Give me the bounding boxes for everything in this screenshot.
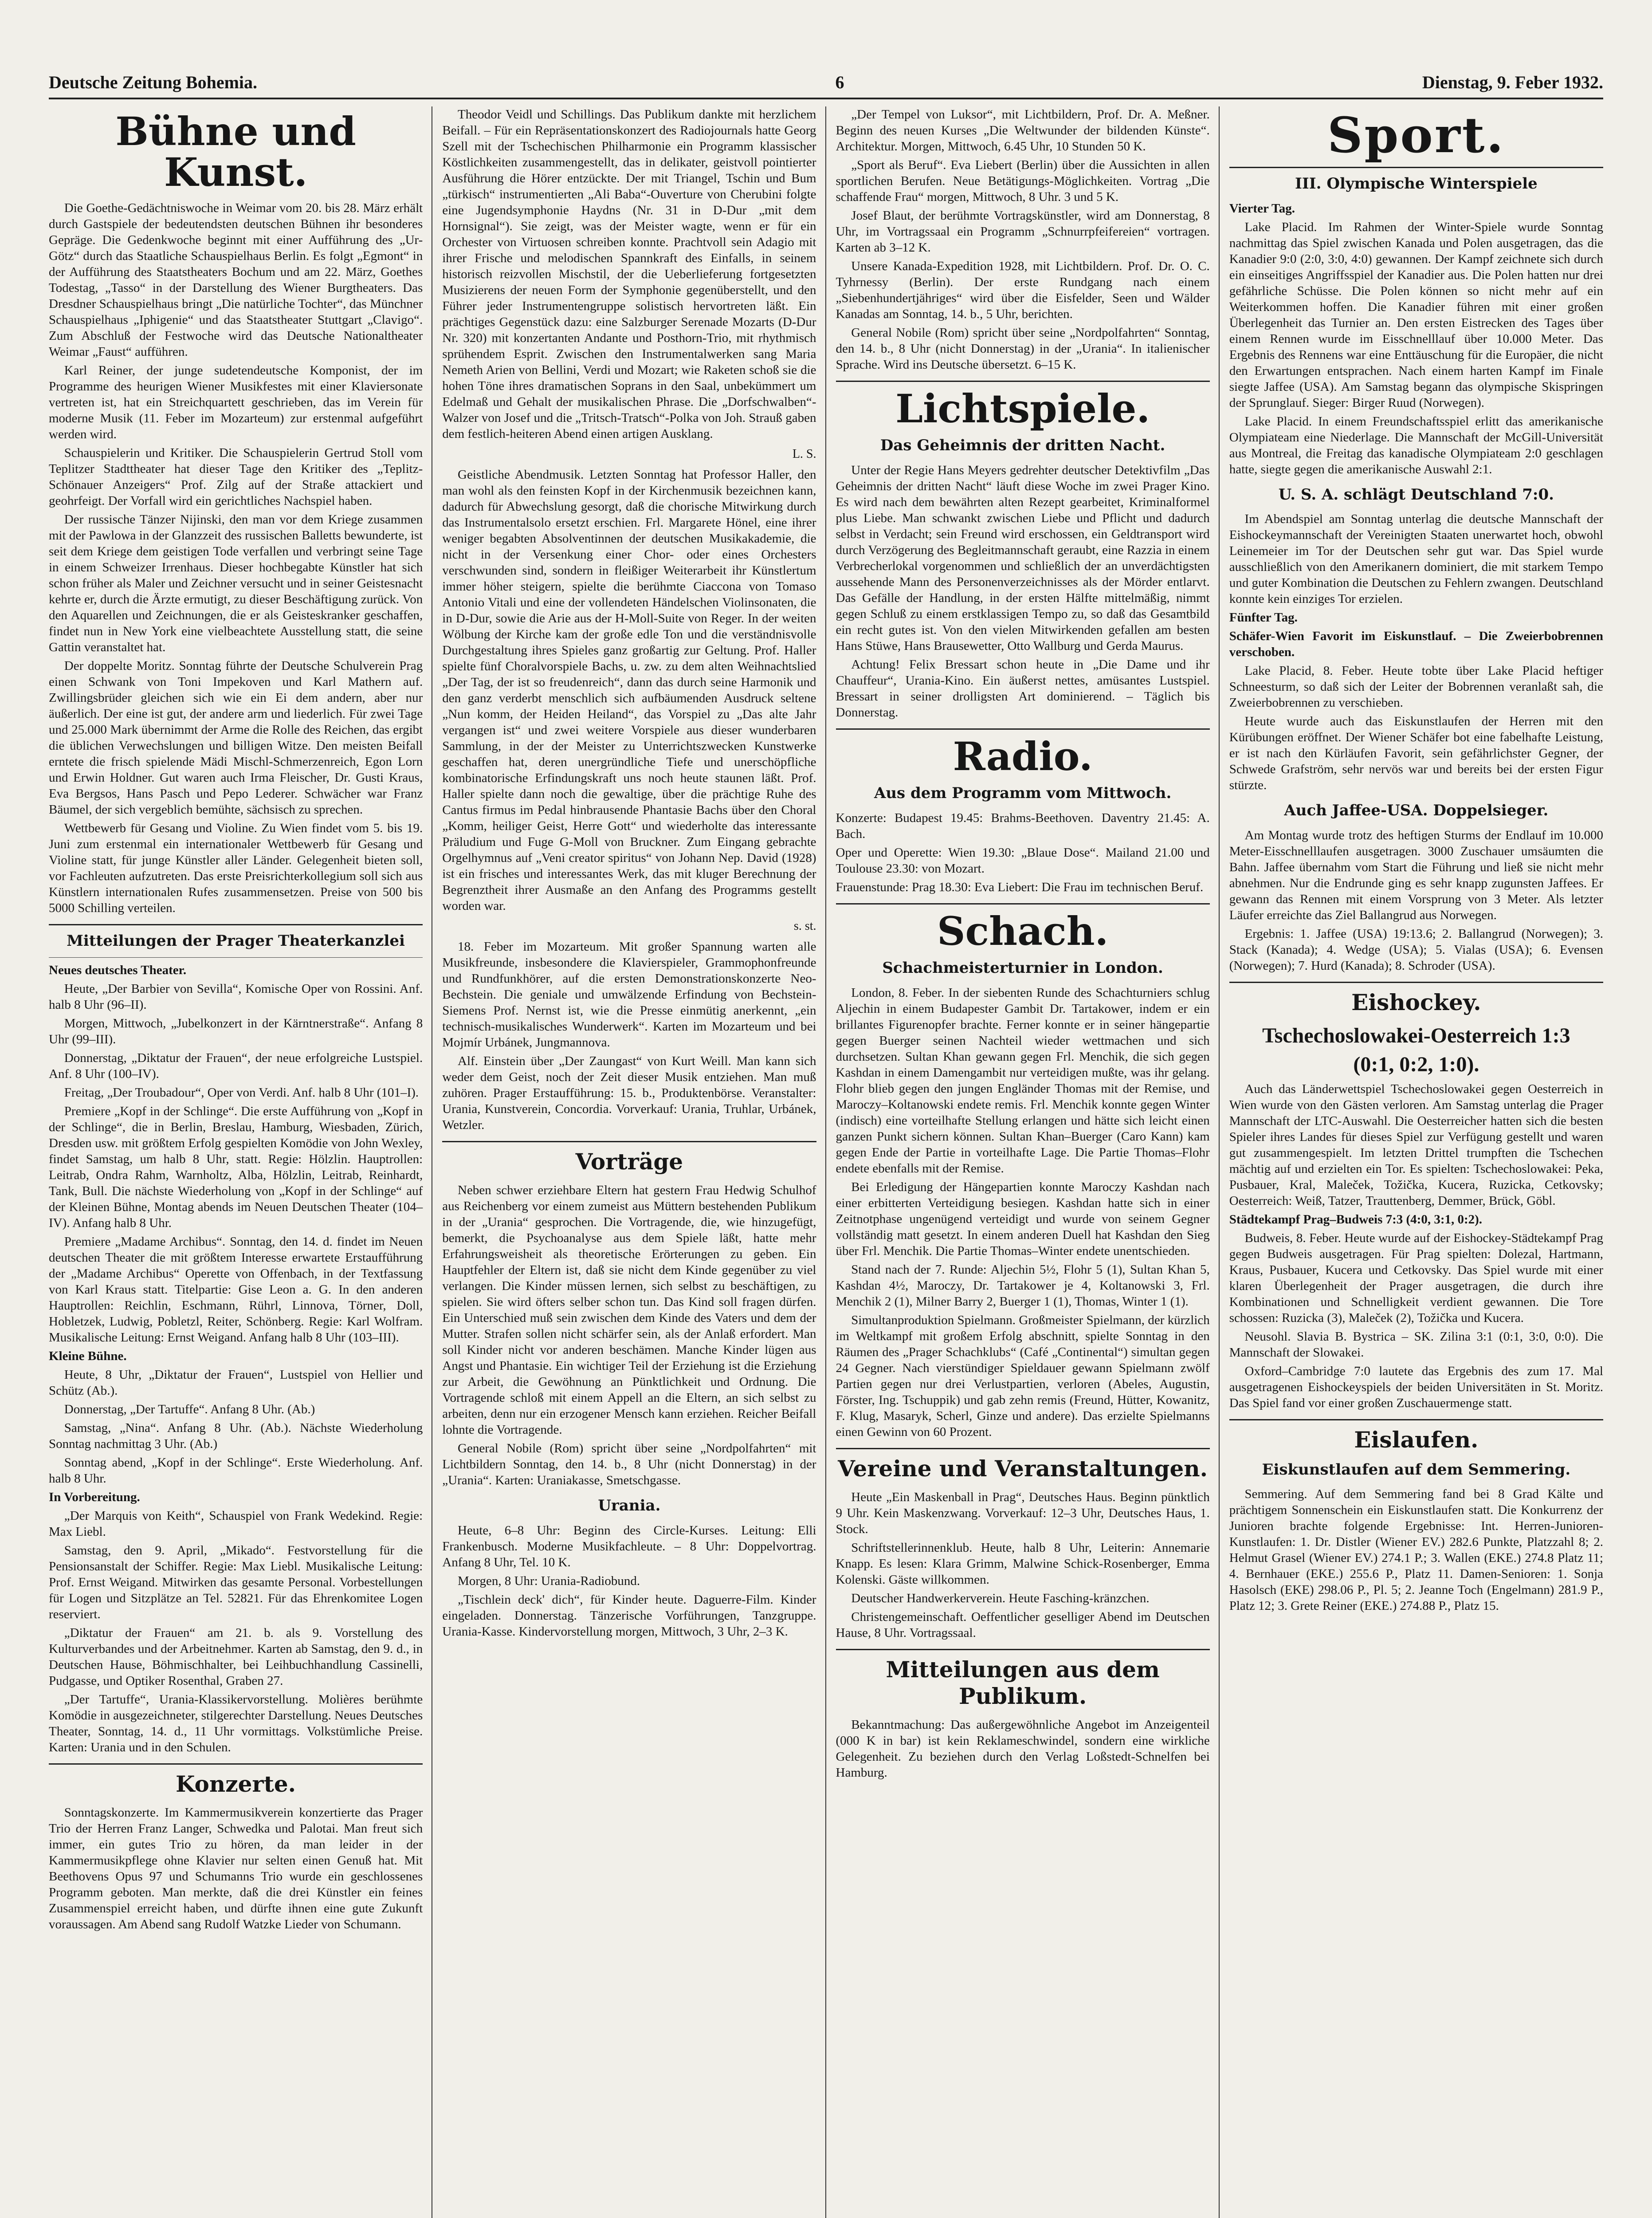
paragraph: „Tischlein deck' dich“, für Kinder heute. Daguerre-Film. Kinder eingeladen. Donnerstag. Tänzerische Vorführungen, Tanzgruppe. Urania-Kasse. Kindervorstellung morgen, Mittwoch, 3 Uhr, 2–3 K. [442, 1592, 816, 1639]
divider [1229, 982, 1603, 983]
divider [442, 1141, 816, 1142]
program-item: Heute, „Der Barbier von Sevilla“, Komische Oper von Rossini. Anf. halb 8 Uhr (96–II). [49, 982, 423, 1012]
article-body [442, 467, 816, 914]
paragraph: Budweis, 8. Feber. Heute wurde auf der Eishockey-Städtekampf Prag gegen Budweis ausgetragen. Für Prag spielten: Dolezal, Hartmann, Kraus, Pusbauer, Kucera und Cetkovsky. Das Spiel wurde mit einer klaren Überlegenheit der Prager ausgetragen, die durch ihre Kombinationen und Schnelligkeit verdient gewannen. Die Tore schossen: Ruzicka (3), Maleček (2), Tožička und Kucera. [1229, 1231, 1603, 1325]
column-4 [1229, 106, 1603, 2218]
section-heading-urania: Urania. [598, 1497, 661, 1514]
paragraph: Der russische Tänzer Nijinski, den man vor dem Kriege zusammen mit der Pawlowa in der Glanzzeit des russischen Balletts bewunderte, ist seit dem Kriege dem geistigen Tode verfallen und verbringt seine Tage in einem Schweizer Irrenhaus. Dieser hochbegabte Künstler hat sich schon früher als Maler und Zeichner versucht und in seiner Geistesnacht kehrte er, durch die Ärzte ermutigt, zu dieser Beschäftigung zurück. Von den Aquarellen und Zeichnungen, die er als Geisteskranker geschaffen, findet nun in New York eine vielbeachtete Ausstellung statt, die seine Gattin veranstaltet hat. [49, 512, 423, 654]
program-item: Samstag, „Nina“. Anfang 8 Uhr. (Ab.). Nächste Wiederholung Sonntag nachmittag 3 Uhr. (Ab.) [49, 1421, 423, 1451]
divider [836, 728, 1210, 730]
subheading-theaterkanzlei: Mitteilungen der Prager Theaterkanzlei [67, 932, 405, 950]
article-body [836, 462, 1210, 720]
article-title: Auch Jaffee-USA. Doppelsieger. [1284, 802, 1549, 819]
paragraph: Lake Placid, 8. Feber. Heute tobte über Lake Placid heftiger Schneesturm, so daß sich der Leiter der Bobrennen veranlaßt sah, die Zweierbobrennen zu verschieben. [1229, 664, 1603, 710]
paragraph: Der doppelte Moritz. Sonntag führte der Deutsche Schulverein Prag einen Schwank von Toni Impekoven und Karl Mathern auf. Zwillingsbrüder gleichen sich wie ein Ei dem andern, aber nur äußerlich. Der eine ist gut, der andere arm und liederlich. Für zwei Tage und 25.000 Mark übernimmt der Arme die Rolle des Reichen, das ergibt die üblichen Verwechslungen und billigen Witze. Den meisten Beifall erntete die frisch spielende Mädi Mischl-Schmerzenreich, Egon Lorn und Erwin Holdner. Gut waren auch Irma Fleischer, Dr. Gusti Kraus, Eva Bergsos, Hans Pasch und Pepo Lederer. Schwächer war Franz Bäumel, der sich vergeblich bemühte, sächsisch zu sprechen. [49, 658, 423, 817]
article-body [49, 200, 423, 916]
paragraph: Auch das Länderwettspiel Tschechoslowakei gegen Oesterreich in Wien wurde von den Gästen verloren. Am Samstag unterlag die Prager Mannschaft der LTC-Auswahl. Die Oesterreicher hatten sich die besten Spieler ihres Landes für dieses Spiel zur Verfügung gestellt und waren gut zusammengespielt. Im letzten Drittel trumpften die Tschechen mächtig auf und erzielten ein Tor. Es spielten: Tschechoslowakei: Peka, Pusbauer, Kral, Maleček, Tožička, Kucera, Ruzicka, Cetkovsky; Oesterreich: Weiß, Tatzer, Trauttenberg, Demmer, Brück, Göbl. [1229, 1081, 1603, 1208]
article-body [1229, 1486, 1603, 1614]
article-body [442, 939, 816, 1133]
paragraph: Schriftstellerinnenklub. Heute, halb 8 Uhr, Leiterin: Annemarie Knapp. Es lesen: Klara Grimm, Malwine Schick-Rosenberger, Emma Kolenski. Gäste willkommen. [836, 1540, 1210, 1587]
paragraph: Achtung! Felix Bressart schon heute in „Die Dame und ihr Chauffeur“, Urania-Kino. Ein äußerst nettes, amüsantes Lustspiel. Bressart in seiner drolligsten Art dominierend. – Täglich bis Donnerstag. [836, 657, 1210, 720]
program-item: Morgen, Mittwoch, „Jubelkonzert in der Kärntnerstraße“. Anfang 8 Uhr (99–III). [49, 1016, 423, 1047]
paragraph: Oxford–Cambridge 7:0 lautete das Ergebnis des zum 17. Mal ausgetragenen Eishockeyspiels der beiden Universitäten in St. Moritz. Das Spiel fand vor einer großen Zuschauermenge statt. [1229, 1364, 1603, 1410]
program-item: Premiere „Madame Archibus“. Sonntag, den 14. d. findet im Neuen deutschen Theater die mit größtem Interesse erwartete Erstaufführung der „Madame Archibus“ Operette von Offenbach, in der Textfassung von Karl Kraus statt. Titelpartie: Gise Leon a. G. In den anderen Hauptrollen: Reichlin, Eschmann, Rührl, Linnova, Törner, Doll, Hobletzek, Ludwig, Pobletzl, Reiter, Schönberg. Regie: Karl Wolfram. Musikalische Leitung: Ernst Weigand. Anfang halb 8 Uhr (103–III). [49, 1235, 423, 1345]
article-title: Schachmeisterturnier in London. [882, 959, 1163, 977]
paragraph: Am Montag wurde trotz des heftigen Sturms der Endlauf im 10.000 Meter-Eisschnelllaufen ausgetragen. 3000 Zuschauer umsäumten die Bahn. Jaffee übernahm vom Start die Führung und ließ sie nicht mehr abnehmen. Nur die Endrunde ging es sehr knapp zugunsten Jaffees. Er gewann das Rennen mit einem Vorsprung von 3 Meter. Als letzter Läufer erreichte das Ziel Ballangrud aus Norwegen. [1229, 828, 1603, 922]
article-body [49, 1805, 423, 1932]
program-item: Samstag, den 9. April, „Mikado“. Festvorstellung für die Pensionsanstalt der Schiffer. Regie: Max Liebl. Musikalische Leitung: Prof. Ernst Weigand. Mitwirken das gesamte Personal. Vorbestellungen für Logen und Sitzplätze an Tel. 52821. Für das Ehrenkomitee Logen reserviert. [49, 1543, 423, 1622]
newspaper-name: Deutsche Zeitung Bohemia. [49, 72, 257, 92]
article-title: U. S. A. schlägt Deutschland 7:0. [1278, 485, 1554, 503]
day-heading: Vierter Tag. [1229, 201, 1295, 216]
match-result: Tschechoslowakei-Oesterreich 1:3 [1262, 1023, 1570, 1047]
paragraph: London, 8. Feber. In der siebenten Runde des Schachturniers schlug Aljechin in einem Budapester Gambit Dr. Tartakower, indem er ein brillantes Figurenopfer brachte. Ferner konnte er in seiner hängepartie gegen Buerger seinen Nachteil wieder wettmachen und sich durchsetzen. Sultan Khan gewann gegen Frl. Menchik, die sich gegen Kashdan in einem Damengambit nur verteidigen mußte, was ihr gelang. Flohr blieb gegen den jungen Engländer Thomas mit der Remise, und Maroczy–Koltanowski endete remis. Frl. Menchik konnte gegen Winter (indisch) eine vorteilhafte Stellung erlangen und hätte sich leicht einen ganzen Punkt sichern können. Sultan Khan–Buerger (Caro Kann) kam gegen Ende der Partie in vorteilhafte Lage. Die Partie Thomas–Flohr endete ebenfalls mit der Remise. [836, 985, 1210, 1176]
article-title: Das Geheimnis der dritten Nacht. [880, 437, 1165, 455]
program-section-title: Neues deutsches Theater. [49, 963, 187, 978]
page-number: 6 [835, 72, 844, 92]
program-item: Heute, 8 Uhr, „Diktatur der Frauen“, Lustspiel von Hellier und Schütz (Ab.). [49, 1368, 423, 1398]
author-signature: L. S. [792, 447, 816, 461]
divider [49, 957, 423, 958]
paragraph: Heute, 6–8 Uhr: Beginn des Circle-Kurses. Leitung: Elli Frankenbusch. Moderne Musikfachleute. – 8 Uhr: Doppelvortrag. Anfang 8 Uhr, Tel. 10 K. [442, 1523, 816, 1569]
program-item: Premiere „Kopf in der Schlinge“. Die erste Aufführung von „Kopf in der Schlinge“, die in Berlin, Breslau, Hamburg, Wiesbaden, Zürich, Dresden usw. mit größtem Erfolg gespielten Komödie von John Wexley, findet Samstag, um halb 8 Uhr, statt. Regie: Hölzlin. Hauptrollen: Leitrab, Ondra Rahm, Warnholtz, Alba, Hölzlin, Leitrab, Reinhardt, Tank, Bull. Die nächste Wiederholung von „Kopf in der Schlinge“ auf der Kleinen Bühne, Montag abends im Neuen Deutschen Theater (104–IV). Anfang halb 8 Uhr. [49, 1104, 423, 1231]
paragraph: Heute wurde auch das Eiskunstlaufen der Herren mit den Kürübungen eröffnet. Der Wiener Schäfer bot eine fabelhafte Leistung, er ist nach den Kürläufen Favorit, sein gefährlichster Gegner, der Schwede Grafström, sehr nervös war und bereits bei der ersten Figur stürzte. [1229, 714, 1603, 792]
divider [836, 1649, 1210, 1650]
result-list: Ergebnis: 1. Jaffee (USA) 19:13.6; 2. Ballangrud (Norwegen); 3. Stack (Kanada); 4. Wedge (USA); 5. Vialas (USA); 6. Evensen (Norwegen); 7. Hurd (Kanada); 8. Schroder (USA). [1229, 926, 1603, 973]
article-body [836, 106, 1210, 373]
paragraph: General Nobile (Rom) spricht über seine „Nordpolfahrten“ mit Lichtbildern Sonntag, den 14. b., 8 Uhr (nicht Donnerstag) in der „Urania“. Karten: Uraniakasse, Smetschgasse. [442, 1441, 816, 1487]
paragraph: Im Abendspiel am Sonntag unterlag die deutsche Mannschaft der Eishockeymannschaft der Vereinigten Staaten unerwartet hoch, obwohl Leinemeier im Tor der Deutschen sehr gut war. Das Spiel wurde ausschließlich von den Amerikanern dominiert, die mit starkem Tempo und guter Kombination die Deutschen zu Fehlern zwangen. Deutschland konnte kein einziges Tor erzielen. [1229, 512, 1603, 606]
paragraph: Wettbewerb für Gesang und Violine. Zu Wien findet vom 5. bis 19. Juni zum erstenmal ein internationaler Wettbewerb für Gesang und Violine statt, für junge Künstler aller Länder. Gelegenheit bieten soll, vor Fachleuten aufzutreten. Das erste Preisrichterkollegium soll sich aus Künstlern internationalen Rufes zusammensetzen. Preise von 500 bis 5000 Schilling verteilen. [49, 821, 423, 915]
paragraph: Unter der Regie Hans Meyers gedrehter deutscher Detektivfilm „Das Geheimnis der dritten Nacht“ läuft diese Woche im zwei Prager Kino. Es wird nach dem bewährten alten Rezept gearbeitet, Kriminalformel plus Liebe. Man schwankt zwischen Liebe und Pflicht und dadurch selbst in Verdacht; sein Freund wird erschossen, ein Geldtransport wird durch Verzögerung des Begleitmannschaft geraubt, eine Razzia in einem Verbrecherlokal vorgenommen und schließlich der an unverdächtigsten aussehende Mann des Personenverzeichnisses als der Mörder entlarvt. Das Gefälle der Handlung, in der ersten Hälfte mittelmäßig, nimmt gegen Schluß zu einem erstklassigen Tempo zu, so daß das Gesamtbild ein recht gutes ist. Von den vielen Mitwirkenden gefallen am besten Hans Stüwe, Hans Brausewetter, Otto Wallburg und Gerda Maurus. [836, 463, 1210, 653]
program-item: „Der Marquis von Keith“, Schauspiel von Frank Wedekind. Regie: Max Liebl. [49, 1509, 423, 1539]
column-3 [836, 106, 1220, 2218]
divider [836, 381, 1210, 382]
running-head [49, 67, 1603, 99]
article-body [836, 1717, 1210, 1781]
section-heading-sport: Sport. [1327, 106, 1505, 164]
paragraph: Unsere Kanada-Expedition 1928, mit Lichtbildern. Prof. Dr. O. C. Tyhrnessy (Berlin). Der erste Rundgang nach einem „Siebenhundertjähriges“ wird über die Eisfelder, Seen und Wälder Kanadas am Sonntag, 14. b., 5 Uhr, berichten. [836, 259, 1210, 321]
divider [1229, 1419, 1603, 1420]
article-title: III. Olympische Winterspiele [1295, 175, 1538, 193]
paragraph: „Sport als Beruf“. Eva Liebert (Berlin) über die Aussichten in allen sportlichen Berufen. Neue Betätigungs-Möglichkeiten. Vortrag „Die schaffende Frau“ morgen, Mittwoch, 8 Uhr. 3 und 5 K. [836, 158, 1210, 204]
column-1 [49, 106, 432, 2218]
paragraph: „Der Tartuffe“, Urania-Klassikervorstellung. Molières berühmte Komödie in ausgezeichneter, stilgerechter Darstellung. Neues Deutsches Theater, Sonntag, 14. d., 11 Uhr vormittags. Volkstümliche Preise. Karten: Urania und in den Schulen. [49, 1692, 423, 1755]
section-heading-buehne: Bühne und Kunst. [115, 108, 356, 196]
program-section-title: In Vorbereitung. [49, 1490, 140, 1505]
program-item: Freitag, „Der Troubadour“, Oper von Verdi. Anf. halb 8 Uhr (101–I). [64, 1085, 419, 1100]
paragraph: Schauspielerin und Kritiker. Die Schauspielerin Gertrud Stoll vom Teplitzer Stadttheater hat dieser Tage den Kritiker des „Teplitz-Schönauer Anzeigers“ Prof. Zilg auf der Straße attackiert und geohrfeigt. Der Vorfall wird ein gerichtliches Nachspiel haben. [49, 445, 423, 508]
article-body [1229, 511, 1603, 793]
article-body [836, 1489, 1210, 1641]
paragraph: Sonntagskonzerte. Im Kammermusikverein konzertierte das Prager Trio der Herren Franz Langer, Schwedka und Palotai. Man freut sich immer, ein gutes Trio zu hören, da man leider in der Kammermusikpflege ohne Klavier nur selten einen Genuß hat. Mit Beethovens Opus 97 und Schumanns Trio wurde ein geschlossenes Programm geboten. Man merkte, daß die drei Künstler ein feines Zusammenspiel erreicht haben, und dürfte ihnen eine gute Zukunft voraussagen. Am Abend sang Rudolf Watzke Lieder von Schumann. [49, 1805, 423, 1932]
section-heading-konzerte: Konzerte. [176, 1771, 296, 1797]
paragraph: Konzerte: Budapest 19.45: Brahms-Beethoven. Daventry 21.45: A. Bach. [836, 810, 1210, 841]
paragraph: Die Goethe-Gedächtniswoche in Weimar vom 20. bis 28. März erhält durch Gastspiele der bedeutendsten deutschen Bühnen ihr besonderes Gepräge. Die Gedenkwoche beginnt mit einer Aufführung des „Ur-Götz“ durch das Staatliche Schauspielhaus Berlin. Es folgt „Egmont“ in der Aufführung des Staatstheaters Bochum und am 22. März, Goethes Todestag, „Tasso“ in der Darstellung des Wiener Burgtheaters. Das Dresdner Schauspielhaus bringt „Die natürliche Tochter“, das Münchner Schauspielhaus „Iphigenie“ und das Staatstheater Stuttgart „Clavigo“. Zum Abschluß der Festwoche wird das Deutsche Nationaltheater Weimar „Faust“ aufführen. [49, 201, 423, 359]
article-title: Eiskunstlaufen auf dem Semmering. [1262, 1460, 1571, 1479]
match-score: (0:1, 0:2, 1:0). [1353, 1053, 1479, 1077]
paragraph: Semmering. Auf dem Semmering fand bei 8 Grad Kälte und prächtigem Sonnenschein ein Eiskunstlaufen statt. Die Konkurrenz der Junioren brachte folgende Ergebnisse: Int. Herren-Junioren-Kunstlaufen: 1. Dr. Distler (Wiener EV.) 282.6 Punkte, Platzzahl 8; 2. Helmut Grasel (Wiener EV.) 274.1 P.; 3. Wallen (EKE.) 274.8 Platz 11; 4. Bernhauer (EKE.) 255.6 P., Platz 11. Damen-Senioren: 1. Sonja Hasolsch (EKE) 298.06 P., Pl. 5; 2. Jeanne Toch (Engelmann) 281.9 P., Platz 12; 3. Grete Reiner (EKE.) 274.88 P., Platz 15. [1229, 1487, 1603, 1613]
article-body [442, 1522, 816, 1640]
paragraph: Christengemeinschaft. Oeffentlicher geselliger Abend im Deutschen Hause, 8 Uhr. Vortragssaal. [836, 1609, 1210, 1640]
paragraph: Simultanproduktion Spielmann. Großmeister Spielmann, der kürzlich im Weltkampf mit großem Erfolg abschnitt, spielte Sonntag in den Räumen des „Prager Schachklubs“ (Café „Continental“) simultan gegen 24 Gegner. Nach vierstündiger Spieldauer gewann Spielmann zwölf Partien gegen nur drei Verlustpartien, verloren (Abeles, Augustin, Förster, Ing. Tschuppik) und gab zehn remis (Freund, Hütter, Kowanitz, F. Klug, Masaryk, Scherl, Ginze und andere). Das erzielte Spielmanns einen Gewinn von 60 Prozent. [836, 1313, 1210, 1439]
paragraph: Oper und Operette: Wien 19.30: „Blaue Dose“. Mailand 21.00 und Toulouse 23.30: von Mozart. [836, 845, 1210, 876]
column-2 [442, 106, 826, 2218]
section-heading-radio: Radio. [953, 733, 1093, 779]
paragraph: 18. Feber im Mozarteum. Mit großer Spannung warten alle Musikfreunde, insbesondere die Klavierspieler, Grammophonfreunde und Rundfunkhörer, auf die ersten Demonstrationskonzerte Neo-Bechstein. Die geniale und umwälzende Erfindung von Bechstein-Siemens Prof. Nernst ist, wie die Presse einmütig anerkennt, „ein technisch-musikalisches Wunderwerk“. Karten im Mozarteum und bei Mojmír Urbánek, Jungmannova. [442, 940, 816, 1050]
article-body [442, 106, 816, 442]
paragraph: Lake Placid. Im Rahmen der Winter-Spiele wurde Sonntag nachmittag das Spiel zwischen Kanada und Polen ausgetragen, das die Kanadier 9:0 (2:0, 3:0, 4:0) gewannen. Der Kampf zeichnete sich durch ein einseitiges Angriffsspiel der Kanadier aus. Die Polen hatten nur drei gefährliche Schüsse. Die Polen können so nicht mehr auf ein Weiterkommen hoffen. Die Kanadier führen mit einer großen Überlegenheit das Turnier an. Den ersten Eistrecken des Tages über einem Rennen wurde im Eisschnelllauf über 10.000 Meter. Das Ergebnis des Rennens war eine Enttäuschung für die Europäer, die nicht den Erwartungen entsprachen. Nach einem harten Kampf im Finale siegte Jaffee (USA). Am Samstag begann das olympische Skispringen der Sprunglauf. Sieger: Birger Ruud (Norwegen). [1229, 220, 1603, 410]
paragraph: Alf. Einstein über „Der Zaungast“ von Kurt Weill. Man kann sich weder dem Geist, noch der Zeit dieser Musik entziehen. Man muß zuhören. Prager Erstaufführung: 15. b., Produktenbörse. Veranstalter: Urania, Kunstverein, Concordia. Vorverkauf: Urania, Truhlar, Urbánek, Wetzler. [442, 1054, 816, 1132]
program-section-title: Kleine Bühne. [49, 1349, 127, 1364]
paragraph: Geistliche Abendmusik. Letzten Sonntag hat Professor Haller, den man wohl als den feinsten Kopf in der Kirchenmusik bezeichnen kann, dadurch für Abwechslung gesorgt, daß die chorische Mitwirkung durch das Instrumentalsolo ersetzt erschien. Frl. Margarete Hönel, eine ihrer weniger begabten Absolventinnen der deutschen Musikakademie, die nicht in der Versenkung einer Chor- oder eines Orchesters verschwunden sind, sondern in fleißiger Weiterarbeit ihr Künstlertum immer höher steigern, spielte die berühmte Ciaccona von Tomaso Antonio Vitali und eine der vollendeten Händelschen Violinsonaten, die in D-Dur, sowie die Arie aus der H-Moll-Suite von Reger. In der weiten Wölbung der Kirche kam der große edle Ton und die verständnisvolle Durchgestaltung ihres Spieles ganz großartig zur Geltung. Prof. Haller spielte fünf Choralvorspiele Bachs, u. zw. zu dem alten Weihnachtslied „Der Tag, der ist so freudenreich“, dann das durch seine Harmonik und den ganz verderbt menschlich sich aufbäumenden Ausdruck seltene „Nun komm, der Heiden Heiland“, das Vorspiel zu „Das alte Jahr vergangen ist“ und zwei weitere Vorspiele aus dieser wunderbaren Sammlung, in der der Meister zu Unterrichtszwecken Kunstwerke geschaffen hat, deren unergründliche Tiefe und unerschöpfliche kombinatorische Erfindungskraft uns noch heute staunen läßt. Prof. Haller spielte dann noch die gewaltige, über die prächtige Ruhe des Cantus firmus im Pedal hinbrausende Phantasie Bachs über den Choral „Komm, heiliger Geist, Herre Gott“ und wiederholte das interessante Präludium und Fuge G-Moll von Bruckner. Zum Eingang gebrachte Orgelhymnus auf „Veni creator spiritus“ von Johann Nep. David (1928) ist ein frisches und interessantes Werk, das mit kluger Berechnung der Begrenztheit ihrer Ausmaße an den Anfang des Programms gestellt worden war. [442, 468, 816, 913]
section-heading-vereine: Vereine und Veranstaltungen. [838, 1455, 1208, 1482]
section-heading-lichtspiele: Lichtspiele. [895, 385, 1150, 432]
paragraph: Neben schwer erziehbare Eltern hat gestern Frau Hedwig Schulhof aus Reichenberg vor einem zumeist aus Müttern bestehenden Publikum in der „Urania“ gesprochen. Die Vortragende, die, wie hinzugefügt, bemerkt, die Psychoanalyse aus dem Spiele läßt, hatte mehr Erfahrungsweisheit als theoretische Erörterungen zu geben. Ein Hauptfehler der Eltern ist, daß sie nicht dem Kinde gegenüber zu viel verlangen. Die Kinder müssen lernen, sich selbst zu beschäftigen, zu spielen. Sie wird öfters selber schon tun. Das Kind soll fragen dürfen. Ein Unterschied muß sein zwischen dem Kinde des Vaters und dem der Mutter. Strafen sollen nicht schärfer sein, als der Anlaß erfordert. Man soll Kinder nicht vor anderen beschämen. Manche Kinder lügen aus Angst und Phantasie. Ein wichtiger Teil der Erziehung ist die Erziehung zur Arbeit, die Gewöhnung an Pünktlichkeit und Ordnung. Die Vortragende schloß mit einem Appell an die Eltern, an sich selbst zu arbeiten, denn nur ein erzogener Mensch kann erziehen. Reicher Beifall lohnte die Vortragende. [442, 1183, 816, 1437]
section-heading-eislaufen: Eislaufen. [1354, 1426, 1479, 1453]
article-body [442, 1182, 816, 1488]
paragraph: Deutscher Handwerkerverein. Heute Fasching-kränzchen. [851, 1591, 1150, 1605]
article-title: Aus dem Programm vom Mittwoch. [874, 784, 1172, 802]
paragraph: Frauenstunde: Prag 18.30: Eva Liebert: Die Frau im technischen Beruf. [836, 880, 1204, 894]
divider [1229, 167, 1603, 168]
section-heading-schach: Schach. [937, 908, 1109, 954]
paragraph: General Nobile (Rom) spricht über seine „Nordpolfahrten“ Sonntag, den 14. b., 8 Uhr (nicht Donnerstag) in der „Urania“. In italienischer Sprache. Wird ins Deutsche übersetzt. 6–15 K. [836, 326, 1210, 372]
paragraph: Karl Reiner, der junge sudetendeutsche Komponist, der im Programme des heurigen Wiener Musikfestes mit einer Klaviersonate vertreten ist, hat ein Streichquartett geschrieben, das im Verein für moderne Musik (11. Feber im Mozarteum) zur erstenmal aufgeführt werden wird. [49, 363, 423, 441]
theater-program [49, 962, 423, 1755]
paragraph: Stand nach der 7. Runde: Aljechin 5½, Flohr 5 (1), Sultan Khan 5, Kashdan 4½, Maroczy, Dr. Tartakower je 4, Koltanowski 3, Frl. Menchik 2 (1), Milner Barry 2, Buerger 1 (1), Thomas, Winter 1 (1). [836, 1262, 1210, 1309]
article-subtitle: Städtekampf Prag–Budweis 7:3 (4:0, 3:1, 0:2). [1229, 1212, 1483, 1227]
article-body [1229, 1081, 1603, 1411]
section-heading-mitteilungen: Mitteilungen aus dem Publikum. [886, 1656, 1160, 1709]
article-body [1229, 827, 1603, 974]
author-signature: s. st. [793, 919, 816, 933]
program-item: Sonntag abend, „Kopf in der Schlinge“. Erste Wiederholung. Anf. halb 8 Uhr. [49, 1455, 423, 1486]
paragraph: „Der Tempel von Luksor“, mit Lichtbildern, Prof. Dr. A. Meßner. Beginn des neuen Kurses „Die Weltwunder der bildenden Künste“. Architektur. Morgen, Mittwoch, 6.45 Uhr, 10 Stunden 50 K. [836, 107, 1210, 153]
program-item: Donnerstag, „Diktatur der Frauen“, der neue erfolgreiche Lustspiel. Anf. 8 Uhr (100–IV). [49, 1051, 423, 1081]
divider [49, 1763, 423, 1765]
paragraph: Morgen, 8 Uhr: Urania-Radiobund. [458, 1573, 640, 1588]
divider [836, 1448, 1210, 1449]
paragraph: Bei Erledigung der Hängepartien konnte Maroczy Kashdan nach einer erbitterten Verteidigung besiegen. Kashdan hatte sich in einer Zeitnotphase ungenügend verteidigt und wurde von seinem Gegner vollständig matt gesetzt. In einem anderen Duell hat Kashdan den Sieg über Frl. Menchik. Die Partie Thomas–Winter endete unentschieden. [836, 1180, 1210, 1258]
section-heading-vortraege: Vorträge [575, 1148, 683, 1175]
paragraph: Heute „Ein Maskenball in Prag“, Deutsches Haus. Beginn pünktlich 9 Uhr. Kein Maskenzwang. Vorverkauf: 12–3 Uhr, Deutsches Haus, 1. Stock. [836, 1490, 1210, 1536]
paragraph: Lake Placid. In einem Freundschaftsspiel erlitt das amerikanische Olympiateam eine Niederlage. Die Mannschaft der McGill-Universität aus Montreal, die Freitag das kanadische Olympiateam 2:0 geschlagen hatte, siegte gegen die amerikanische Auswahl 2:1. [1229, 414, 1603, 476]
section-heading-eishockey: Eishockey. [1351, 989, 1481, 1015]
issue-date: Dienstag, 9. Feber 1932. [1422, 72, 1603, 92]
article-body [836, 985, 1210, 1440]
article-body [836, 810, 1210, 895]
paragraph: Theodor Veidl und Schillings. Das Publikum dankte mit herzlichem Beifall. – Für ein Repräsentationskonzert des Radiojournals hatte Georg Szell mit der Tschechischen Philharmonie ein Programm klassischer Köstlichkeiten zusammengestellt, das in delikater, geistvoll pointierter Ausführung die Hörer entzückte. Der mit Triangel, Tschin und Bum „türkisch“ instrumentierten „Ali Baba“-Ouverture von Cherubini folgte eine Jugendsymphonie Haydns (Nr. 31 in D-Dur „mit dem Hornsignal“). Sie zeigt, was der Meister wagte, wenn er für ein Orchester von Virtuosen schreiben konnte. Prachtvoll sein Adagio mit ihrer Frische und melodischen Spannkraft des Einfalls, in seinem historisch reizvollen Mischstil, der die Ueberlieferung fortgesetzten Musizierens der neuen Form der Symphonie gegenüberstellt, und den Führer jeder Instrumentengruppe solistisch hervortreten läßt. Ein prächtiges Gegenstück dazu: eine Salzburger Serenade Mozarts (D-Dur Nr. 320) mit konzertanten Andante und Posthorn-Trio, mit rhythmisch sprühendem Esprit. Zwischen den Instrumentalwerken sang Maria Nemeth Arien von Bellini, Verdi und Mozart; wie Raketen schoß sie die hohen Töne ihres dramatischen Soprans in den Saal, unbekümmert um Edelmaß und Gehalt der musikalischen Phrase. Die „Dorfschwalben“-Walzer von Josef und die „Tritsch-Tratsch“-Polka von Joh. Strauß gaben dem festlich-heiteren Abend einen artigen Ausklang. [442, 107, 816, 441]
divider [49, 924, 423, 925]
paragraph: Neusohl. Slavia B. Bystrica – SK. Zilina 3:1 (0:1, 3:0, 0:0). Die Mannschaft der Slowakei. [1229, 1329, 1603, 1360]
paragraph: „Diktatur der Frauen“ am 21. b. als 9. Vorstellung des Kulturverbandes und der Arbeitnehmer. Karten ab Samstag, den 9. d., in Deutschen Hause, Böhmischhalter, bei Leihbuchhandlung Cassinelli, Pudgasse, und Optiker Rosenthal, Graben 27. [49, 1626, 423, 1688]
article-body [1229, 201, 1603, 477]
paragraph: Josef Blaut, der berühmte Vortragskünstler, wird am Donnerstag, 8 Uhr, im Vortragssaal ein Programm „Schnurrpfeifereien“ vortragen. Karten ab 3–12 K. [836, 208, 1210, 255]
divider [836, 903, 1210, 905]
day-heading: Fünfter Tag. [1229, 610, 1298, 625]
program-item: Donnerstag, „Der Tartuffe“. Anfang 8 Uhr. (Ab.) [64, 1402, 315, 1417]
article-columns [49, 106, 1603, 2218]
paragraph: Bekanntmachung: Das außergewöhnliche Angebot im Anzeigenteil (000 K in bar) ist kein Reklameschwindel, sondern eine wirkliche Gelegenheit. Zu beziehen durch den Verlag Loßstedt-Schnelfen bei Hamburg. [836, 1717, 1210, 1780]
article-subtitle: Schäfer-Wien Favorit im Eiskunstlauf. – Die Zweierbobrennen verschoben. [1229, 629, 1603, 659]
